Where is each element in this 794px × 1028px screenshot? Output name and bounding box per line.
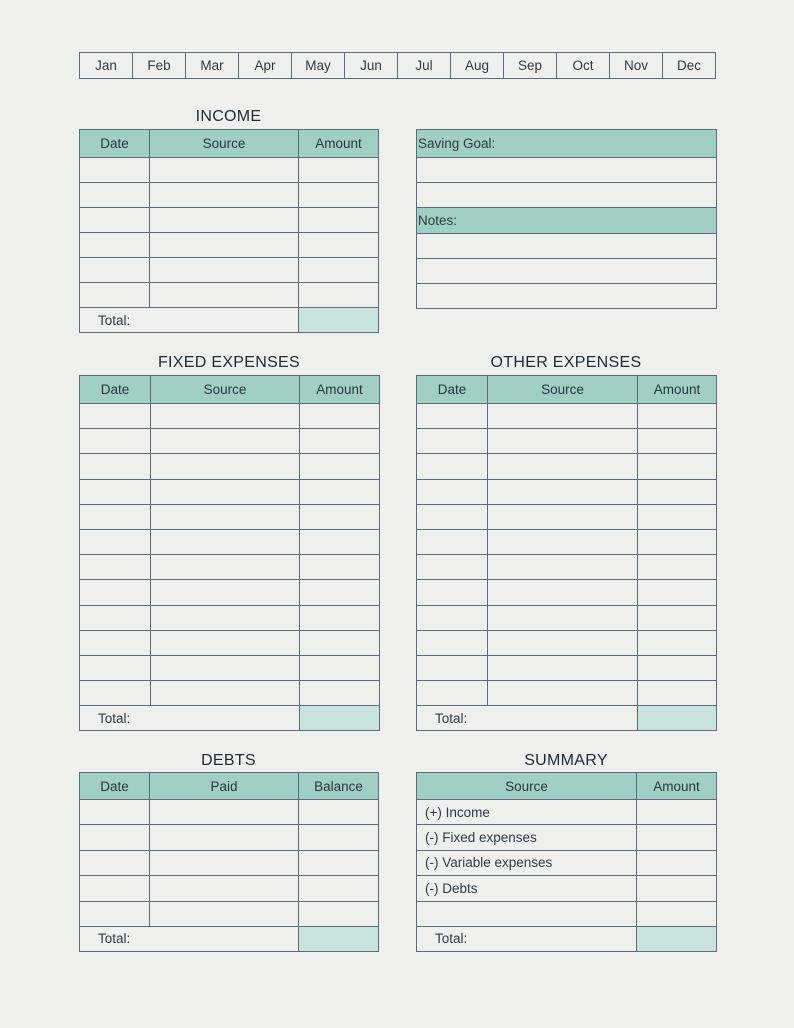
other-cell[interactable]	[638, 454, 717, 479]
income-cell[interactable]	[299, 258, 379, 283]
fixed-cell[interactable]	[151, 555, 300, 580]
other-cell[interactable]	[638, 504, 717, 529]
fixed-expenses-rows	[80, 404, 380, 706]
debts-cell[interactable]	[80, 850, 150, 875]
other-cell[interactable]	[417, 630, 488, 655]
fixed-cell[interactable]	[300, 630, 380, 655]
fixed-cell[interactable]	[151, 454, 300, 479]
notes-line[interactable]	[417, 234, 717, 259]
other-cell[interactable]	[488, 580, 638, 605]
other-cell[interactable]	[638, 605, 717, 630]
other-cell[interactable]	[638, 630, 717, 655]
income-cell[interactable]	[150, 233, 299, 258]
summary-header-amount: Amount	[637, 773, 717, 800]
income-cell[interactable]	[150, 258, 299, 283]
summary-rows	[417, 800, 717, 927]
debts-table	[79, 772, 379, 952]
month-jul[interactable]: Jul	[398, 53, 451, 78]
fixed-expenses-title: FIXED EXPENSES	[157, 354, 301, 371]
summary-amount-income[interactable]	[637, 800, 717, 825]
other-header-source: Source	[488, 376, 638, 404]
other-cell[interactable]	[417, 454, 488, 479]
fixed-cell[interactable]	[300, 529, 380, 554]
income-cell[interactable]	[299, 158, 379, 183]
fixed-cell[interactable]	[80, 605, 151, 630]
fixed-cell[interactable]	[80, 630, 151, 655]
income-total-value[interactable]	[299, 308, 379, 333]
debts-cell[interactable]	[299, 876, 379, 901]
debts-cell[interactable]	[150, 800, 299, 825]
fixed-cell[interactable]	[300, 479, 380, 504]
fixed-header-source: Source	[151, 376, 300, 404]
summary-total-value[interactable]	[637, 926, 717, 951]
fixed-cell[interactable]	[300, 404, 380, 429]
saving-goal-line[interactable]	[417, 158, 717, 183]
saving-goal-line[interactable]	[417, 183, 717, 208]
income-cell[interactable]	[299, 183, 379, 208]
summary-row-variable-expenses: (-) Variable expenses	[417, 850, 637, 875]
debts-title: DEBTS	[201, 752, 256, 769]
month-feb[interactable]: Feb	[133, 53, 186, 78]
other-cell[interactable]	[417, 529, 488, 554]
other-cell[interactable]	[638, 479, 717, 504]
other-cell[interactable]	[417, 555, 488, 580]
other-total-label: Total:	[417, 706, 638, 731]
other-expenses-title: OTHER EXPENSES	[490, 354, 642, 371]
other-cell[interactable]	[638, 655, 717, 680]
debts-rows	[80, 800, 379, 927]
summary-amount-debts[interactable]	[637, 876, 717, 901]
debts-header-paid: Paid	[150, 773, 299, 800]
fixed-cell[interactable]	[80, 404, 151, 429]
other-header-amount: Amount	[638, 376, 717, 404]
other-total-value[interactable]	[638, 706, 717, 731]
debts-cell[interactable]	[299, 800, 379, 825]
fixed-total-label: Total:	[80, 706, 300, 731]
income-cell[interactable]	[80, 283, 150, 308]
debts-cell[interactable]	[299, 850, 379, 875]
fixed-cell[interactable]	[151, 580, 300, 605]
income-cell[interactable]	[80, 183, 150, 208]
fixed-cell[interactable]	[151, 479, 300, 504]
income-cell[interactable]	[80, 158, 150, 183]
month-jan[interactable]: Jan	[80, 53, 133, 78]
month-apr[interactable]: Apr	[239, 53, 292, 78]
income-cell[interactable]	[80, 258, 150, 283]
fixed-cell[interactable]	[151, 404, 300, 429]
other-cell[interactable]	[417, 580, 488, 605]
fixed-cell[interactable]	[151, 681, 300, 706]
fixed-cell[interactable]	[300, 555, 380, 580]
other-cell[interactable]	[638, 555, 717, 580]
summary-row-blank[interactable]	[417, 901, 637, 926]
income-cell[interactable]	[150, 183, 299, 208]
other-cell[interactable]	[417, 504, 488, 529]
other-cell[interactable]	[638, 429, 717, 454]
notes-line[interactable]	[417, 284, 717, 309]
month-dec[interactable]: Dec	[676, 58, 701, 73]
saving-goal-label: Saving Goal:	[417, 130, 717, 158]
notes-line[interactable]	[417, 259, 717, 284]
other-cell[interactable]	[417, 404, 488, 429]
fixed-cell[interactable]	[300, 429, 380, 454]
other-cell[interactable]	[488, 655, 638, 680]
fixed-header-date: Date	[80, 376, 151, 404]
other-cell[interactable]	[638, 529, 717, 554]
fixed-cell[interactable]	[151, 504, 300, 529]
other-cell[interactable]	[488, 605, 638, 630]
month-may[interactable]: May	[292, 53, 345, 78]
month-selector	[79, 52, 716, 79]
fixed-cell[interactable]	[80, 429, 151, 454]
other-expenses-rows	[417, 404, 717, 706]
other-cell[interactable]	[417, 681, 488, 706]
fixed-total-value[interactable]	[300, 706, 380, 731]
debts-cell[interactable]	[299, 825, 379, 850]
fixed-cell[interactable]	[80, 580, 151, 605]
other-cell[interactable]	[417, 429, 488, 454]
other-cell[interactable]	[488, 630, 638, 655]
fixed-cell[interactable]	[151, 630, 300, 655]
other-cell[interactable]	[488, 555, 638, 580]
income-cell[interactable]	[150, 208, 299, 233]
income-table	[79, 129, 379, 333]
fixed-cell[interactable]	[80, 504, 151, 529]
fixed-cell[interactable]	[80, 555, 151, 580]
other-cell[interactable]	[488, 404, 638, 429]
summary-title: SUMMARY	[524, 752, 608, 769]
fixed-cell[interactable]	[300, 454, 380, 479]
income-cell[interactable]	[299, 208, 379, 233]
debts-header-date: Date	[80, 773, 150, 800]
debts-header-balance: Balance	[299, 773, 379, 800]
summary-row-debts: (-) Debts	[417, 876, 637, 901]
income-total-label: Total:	[80, 308, 299, 333]
other-cell[interactable]	[488, 504, 638, 529]
income-cell[interactable]	[150, 158, 299, 183]
summary-total-label: Total:	[417, 926, 637, 951]
fixed-cell[interactable]	[300, 681, 380, 706]
debts-cell[interactable]	[299, 901, 379, 926]
other-cell[interactable]	[488, 479, 638, 504]
income-cell[interactable]	[80, 208, 150, 233]
income-header-amount: Amount	[299, 130, 379, 158]
summary-table	[416, 772, 717, 952]
income-cell[interactable]	[299, 283, 379, 308]
month-oct[interactable]: Oct	[557, 53, 610, 78]
other-cell[interactable]	[638, 681, 717, 706]
fixed-expenses-table	[79, 375, 380, 731]
debts-cell[interactable]	[150, 825, 299, 850]
other-header-date: Date	[417, 376, 488, 404]
fixed-cell[interactable]	[300, 605, 380, 630]
fixed-cell[interactable]	[300, 580, 380, 605]
other-cell[interactable]	[638, 404, 717, 429]
summary-row-fixed-expenses: (-) Fixed expenses	[417, 825, 637, 850]
other-cell[interactable]	[417, 479, 488, 504]
month-aug[interactable]: Aug	[451, 53, 504, 78]
debts-cell[interactable]	[80, 876, 150, 901]
other-cell[interactable]	[488, 429, 638, 454]
summary-amount-variable-expenses[interactable]	[637, 850, 717, 875]
debts-cell[interactable]	[150, 850, 299, 875]
month-jun[interactable]: Jun	[345, 53, 398, 78]
fixed-cell[interactable]	[151, 605, 300, 630]
other-cell[interactable]	[488, 681, 638, 706]
income-header-date: Date	[80, 130, 150, 158]
debts-cell[interactable]	[80, 800, 150, 825]
fixed-cell[interactable]	[80, 681, 151, 706]
summary-row-income: (+) Income	[417, 800, 637, 825]
goals-notes-table	[416, 129, 717, 309]
month-mar[interactable]: Mar	[186, 53, 239, 78]
summary-header-source: Source	[417, 773, 637, 800]
debts-cell[interactable]	[80, 901, 150, 926]
fixed-cell[interactable]	[151, 529, 300, 554]
other-cell[interactable]	[638, 580, 717, 605]
other-cell[interactable]	[417, 655, 488, 680]
month-nov[interactable]: Nov	[610, 53, 663, 78]
notes-label: Notes:	[417, 208, 717, 234]
fixed-cell[interactable]	[300, 504, 380, 529]
income-cell[interactable]	[80, 233, 150, 258]
summary-amount-blank[interactable]	[637, 901, 717, 926]
fixed-header-amount: Amount	[300, 376, 380, 404]
income-cell[interactable]	[299, 233, 379, 258]
income-header-source: Source	[150, 130, 299, 158]
debts-cell[interactable]	[150, 876, 299, 901]
fixed-cell[interactable]	[80, 529, 151, 554]
debts-cell[interactable]	[150, 901, 299, 926]
other-cell[interactable]	[488, 529, 638, 554]
fixed-cell[interactable]	[300, 655, 380, 680]
fixed-cell[interactable]	[80, 655, 151, 680]
debts-total-value[interactable]	[299, 926, 379, 951]
debts-cell[interactable]	[80, 825, 150, 850]
fixed-cell[interactable]	[80, 479, 151, 504]
other-cell[interactable]	[488, 454, 638, 479]
other-expenses-table	[416, 375, 717, 731]
income-title: INCOME	[195, 108, 262, 125]
debts-total-label: Total:	[80, 926, 299, 951]
other-cell[interactable]	[417, 605, 488, 630]
fixed-cell[interactable]	[151, 655, 300, 680]
fixed-cell[interactable]	[80, 454, 151, 479]
income-cell[interactable]	[150, 283, 299, 308]
month-sep[interactable]: Sep	[504, 53, 557, 78]
income-rows	[80, 158, 379, 308]
summary-amount-fixed-expenses[interactable]	[637, 825, 717, 850]
fixed-cell[interactable]	[151, 429, 300, 454]
